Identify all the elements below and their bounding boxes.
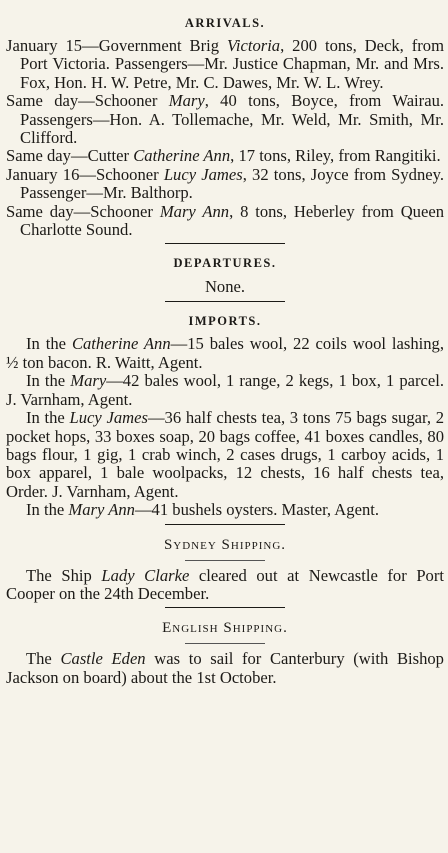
ship-name: Victoria	[226, 36, 281, 55]
entry-text: In the	[26, 408, 70, 428]
entry-text: —42 bales wool, 1 range, 2 kegs, 1 box, 1 parcel. J. Varnham, Agent.	[6, 371, 444, 409]
entry-text: —15 bales wool, 22 coils wool lashing, ½ ton bacon. R. Waitt, Agent.	[6, 334, 444, 372]
section-divider	[165, 524, 285, 525]
import-entry	[6, 372, 444, 409]
imports-list	[6, 335, 444, 519]
departures-heading: DEPARTURES.	[173, 256, 277, 271]
imports-heading: IMPORTS.	[188, 314, 262, 329]
english-shipping-text	[6, 650, 444, 687]
arrival-entry	[6, 37, 444, 92]
entry-text: , 17 tons, Riley, from Rangitiki.	[230, 146, 441, 166]
import-entry	[6, 335, 444, 372]
sydney-shipping-text	[6, 567, 444, 604]
section-divider	[165, 301, 285, 302]
entry-text: The Ship	[26, 565, 102, 585]
section-divider	[165, 243, 285, 244]
arrival-entry	[6, 166, 444, 203]
arrival-entry	[6, 147, 444, 165]
ship-name: Mary Ann	[159, 201, 230, 221]
entry-text: , 32 tons, Joyce from Sydney. Passenger—Mr. Balthorp.	[20, 164, 445, 203]
entry-text: Same day—Schooner	[6, 91, 169, 111]
english-shipping-heading: English Shipping.	[162, 620, 288, 637]
entry-text: cleared out at Newcastle for Port Cooper on the 24th December.	[6, 565, 444, 603]
ship-name: Lucy James	[69, 408, 148, 428]
heading-underline	[185, 643, 265, 644]
entry-text: January 16—Schooner	[6, 164, 164, 184]
arrivals-list	[6, 37, 444, 239]
entry-text: , 8 tons, Heberley from Queen Charlotte Sound.	[20, 201, 444, 240]
arrivals-heading: ARRIVALS.	[184, 16, 266, 30]
ship-name: Lady Clarke	[101, 565, 190, 585]
entry-text: January 15—Government Brig	[6, 36, 227, 55]
entry-text: In the	[26, 371, 71, 391]
arrival-entry	[6, 92, 444, 147]
entry-text: was to sail for Canterbury (with Bishop Jackson on board) about the 1st October.	[6, 649, 444, 687]
entry-text: In the	[26, 334, 72, 354]
import-entry	[6, 409, 444, 501]
ship-name: Lucy James	[163, 164, 243, 184]
entry-text: In the	[26, 500, 69, 520]
sydney-shipping-heading: Sydney Shipping.	[163, 536, 287, 553]
ship-name: Catherine Ann	[71, 334, 171, 354]
ship-name: Mary Ann	[68, 500, 135, 520]
entry-text: , 40 tons, Boyce, from Wairau. Passengers—Hon. A. Tollemache, Mr. Weld, Mr. Smith, Mr. Clifford.	[20, 91, 445, 148]
ship-name: Mary	[70, 371, 107, 391]
ship-name: Catherine Ann	[133, 146, 231, 166]
entry-text: Same day—Schooner	[6, 201, 160, 221]
heading-underline	[185, 560, 265, 561]
entry-text: , 200 tons, Deck, from Port Victoria. Passengers—Mr. Justice Chapman, Mr. and Mrs. Fox, Hon. H. W. Petre, Mr. C. Dawes, Mr. W. L. Wrey.	[20, 36, 444, 92]
ship-name: Mary	[168, 91, 205, 111]
entry-text: Same day—Cutter	[6, 146, 134, 166]
section-divider	[165, 607, 285, 608]
entry-text: —36 half chests tea, 3 tons 75 bags sugar, 2 pocket hops, 33 boxes soap, 20 bags coffee, 41 boxes candles, 80 bags flour, 1 gig, 1 crab winch, 2 cases drugs, 1 carboy acids, 1 box apparel, 1 bale woolpacks, 12 chests, 16 half chests tea, Order. J. Varnham, Agent.	[6, 408, 445, 501]
entry-text: The	[26, 649, 61, 669]
ship-name: Castle Eden	[60, 649, 146, 669]
import-entry	[6, 501, 444, 519]
arrival-entry	[6, 203, 444, 240]
entry-text: —41 bushels oysters. Master, Agent.	[134, 500, 380, 520]
departures-text: None.	[204, 277, 246, 297]
